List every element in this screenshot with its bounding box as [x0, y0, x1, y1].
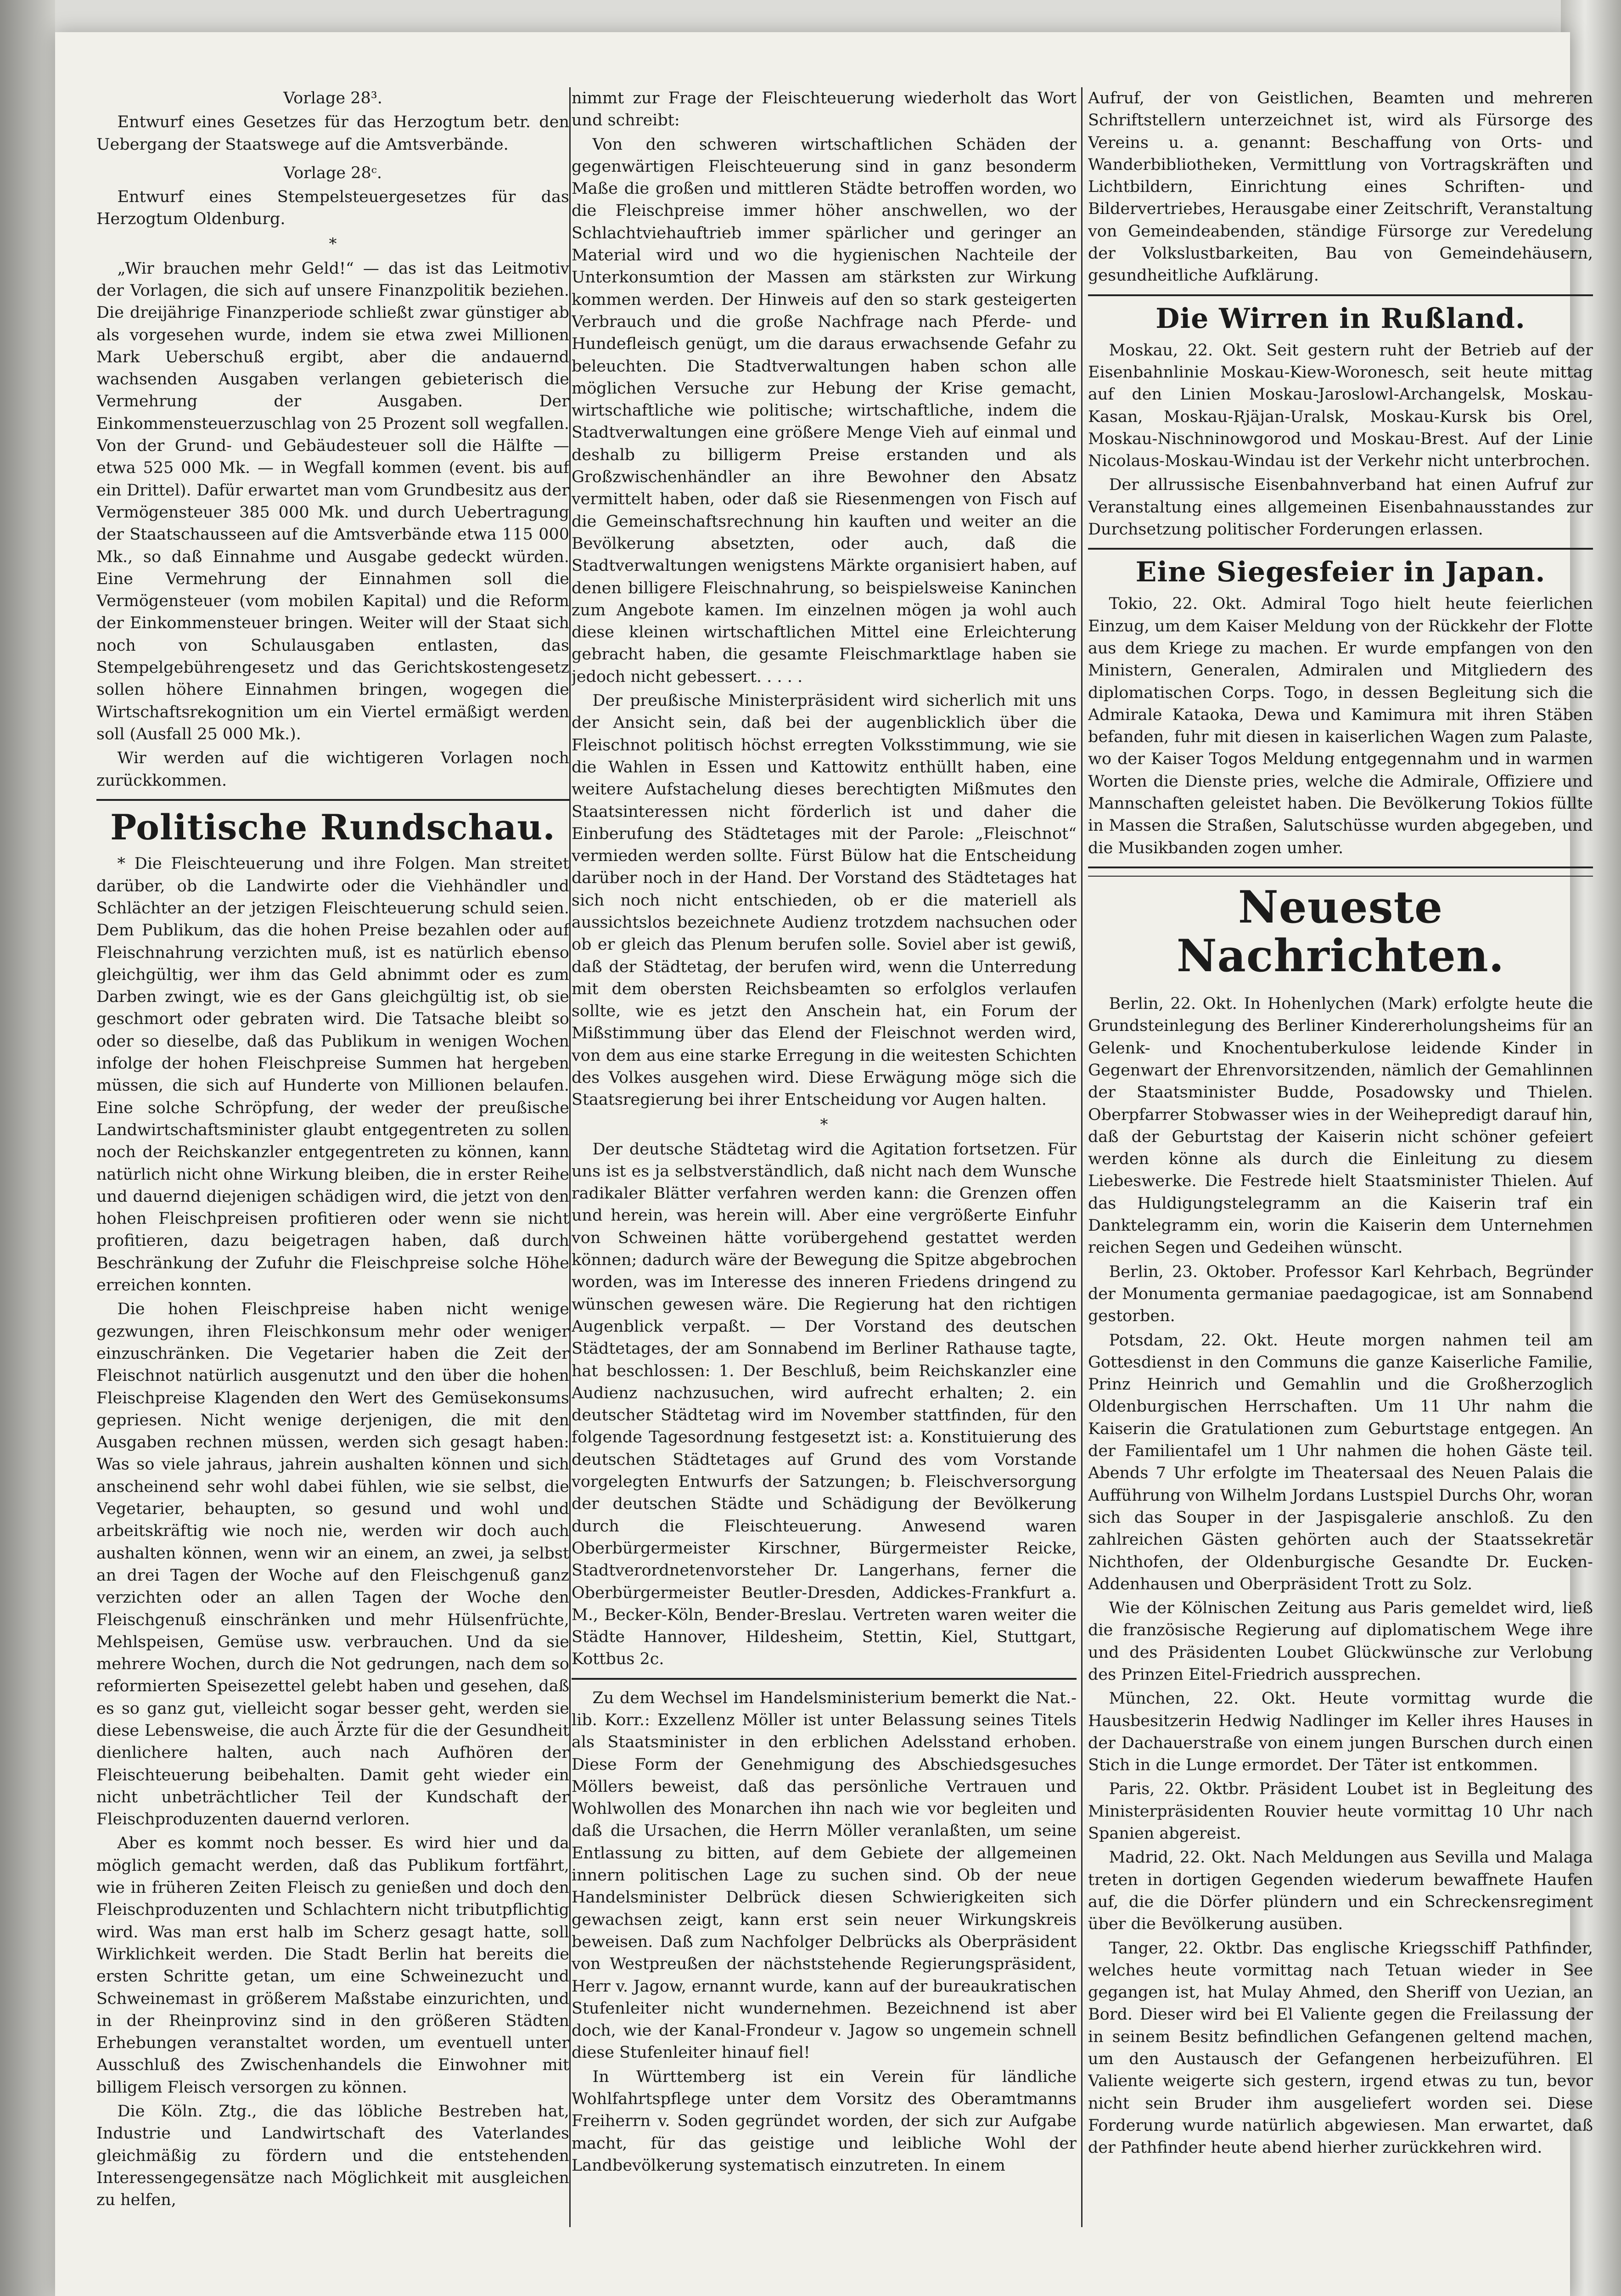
article-paragraph: Moskau, 22. Okt. Seit gestern ruht der Betrieb auf der Eisenbahnlinie Moskau-Kiew-Woronesch, seit heute mittag auf den Linien Moskau-Jaroslowl-Archangelsk, Moskau-Kasan, Moskau-Rjäjan-Uralsk, Moskau-Kursk bis Orel, Moskau-Nischninowgorod und Moskau-Brest. Auf der Linie Nicolaus-Moskau-Windau ist der Verkehr nicht unterbrochen. [1088, 341, 1593, 471]
vorlage-b: Vorlage 28ᶜ. [284, 163, 382, 182]
article-paragraph: Aufruf, der von Geistlichen, Beamten und mehreren Schriftstellern unterzeichnet ist, wird als Fürsorge des Vereins u. a. genannt: Beschaffung von Orts- und Wanderbibliotheken, Vermittlung von Vortragskräften und Lichtbildern, Einrichtung eines Schriften- und Bildervertriebes, Herausgabe einer Zeitschrift, Veranstaltung von Gemeindeabenden, ständige Fürsorge zur Veredelung der Volkslustbarkeiten, Bau von Gemeindehäusern, gesundheitliche Aufklärung. [1088, 89, 1593, 285]
news-item: Paris, 22. Oktbr. Präsident Loubet ist in Begleitung des Ministerpräsidenten Rouvier heute vormittag 10 Uhr nach Spanien abgereist. [1088, 1780, 1593, 1843]
article-paragraph: Zu dem Wechsel im Handelsministerium bemerkt die Nat.-lib. Korr.: Exzellenz Möller ist unter Belassung seines Titels als Staatsminister in den erblichen Adelsstand erhoben. Diese Form der Genehmigung des Abschiedsgesuches Möllers beweist, daß das persönliche Vertrauen und Wohlwollen des Monarchen ihn nach wie vor begleiten und daß die Ursachen, die Herrn Möller veranlaßten, um seine Entlassung zu bitten, auf dem Gebiete der allgemeinen innern politischen Lage zu suchen sind. Ob der neue Handelsminister Delbrück diesen Schwierigkeiten sich gewachsen zeigt, kann erst sein neuer Wirkungskreis beweisen. Daß zum Nachfolger Delbrücks als Oberpräsident von Westpreußen der nächststehende Regierungspräsident, Herr v. Jagow, ernannt wurde, kann auf der bureaukratischen Stufenleiter nicht wundernehmen. Bezeichnend ist aber doch, wie der Kanal-Frondeur v. Jagow so ungemein schnell diese Stufenleiter hinauf fiel! [572, 1688, 1077, 2062]
entwurf-a: Entwurf eines Gesetzes für das Herzogtum betr. den Uebergang der Staatswege auf die Amtsverbände. [96, 113, 569, 154]
section-heading-politische-rundschau: Politische Rundschau. [110, 806, 555, 848]
column-3 [1088, 87, 1593, 2245]
divider [1088, 867, 1593, 868]
geld-paragraph: „Wir brauchen mehr Geld!“ — das ist das Leitmotiv der Vorlagen, die sich auf unsere Finanzpolitik beziehen. Die dreijährige Finanzperiode schließt zwar günstiger ab als vorgesehen wurde, indem sie etwa zwei Millionen Mark Ueberschuß ergibt, aber die andauernd wachsenden Ausgaben verlangen gebieterisch die Vermehrung der Ausgaben. Der Einkommensteuerzuschlag von 25 Prozent soll wegfallen. Von der Grund- und Gebäudesteuer soll die Hälfte — etwa 525 000 Mk. — in Wegfall kommen (event. bis auf ein Drittel). Dafür erwartet man vom Grundbesitz aus der Vermögensteuer 385 000 Mk. und durch Uebertragung der Staatschausseen auf die Amtsverbände etwa 115 000 Mk., so daß Einnahme und Ausgabe gedeckt würden. Eine Vermehrung der Einnahmen soll die Vermögensteuer (vom mobilen Kapital) und die Reform der Einkommensteuer bringen. Weiter will der Staat sich noch von Schulausgaben entlasten, das Stempelgebührengesetz und das Gerichtskostengesetz sollen höhere Einnahmen bringen, wogegen die Wirtschaftsrekognition um ein Viertel ermäßigt werden soll (Ausfall 25 000 Mk.). [96, 259, 569, 743]
column-rule-2 [1081, 87, 1083, 2227]
scan-left-edge [0, 0, 55, 2296]
article-paragraph: Die hohen Fleischpreise haben nicht wenige gezwungen, ihren Fleischkonsum mehr oder weniger einzuschränken. Die Vegetarier haben die Zeit der Fleischnot natürlich ausgenutzt und den über die hohen Fleischpreise Klagenden den Wert des Gemüsekonsums gepriesen. Nicht wenige derjenigen, die mit den Ausgaben rechnen müssen, werden sich gesagt haben: Was so viele jahraus, jahrein aushalten können und sich anscheinend sehr wohl dabei fühlen, wie sie selbst, die Vegetarier, behaupten, so gesund und wohl und arbeitskräftig wie noch nie, werden wir doch auch aushalten können, wenn wir an einem, an zwei, ja selbst an drei Tagen der Woche auf den Fleischgenuß ganz verzichten oder an allen Tagen der Woche den Fleischgenuß einschränken und mehr Hülsenfrüchte, Mehlspeisen, Gemüse usw. verbrauchen. Und da sie mehrere Wochen, durch die Not gedrungen, nach dem so reformierten Speisezettel gelebt haben und gesehen, daß es so ganz gut, vielleicht sogar besser geht, werden sie diese Lebensweise, die auch Ärzte für die der Gesundheit dienlichere halten, auch nach Aufhören der Fleischteuerung beibehalten. Damit geht wieder ein nicht unbeträchtlicher Teil der Kundschaft der Fleischproduzenten dauernd verloren. [96, 1300, 569, 1829]
news-item: München, 22. Okt. Heute vormittag wurde die Hausbesitzerin Hedwig Nadlinger im Keller ihres Hauses in der Dachauerstraße von einem jungen Burschen durch einen Stich in die Lunge ermordet. Der Täter ist entkommen. [1088, 1689, 1593, 1775]
divider [96, 799, 569, 801]
section-heading-japan: Eine Siegesfeier in Japan. [1135, 556, 1546, 589]
column-1 [96, 87, 569, 2245]
article-paragraph: Von den schweren wirtschaftlichen Schäden der gegenwärtigen Fleischteuerung sind in ganz besonderm Maße die großen und mittleren Städte betroffen worden, wo die Fleischpreise immer höher anschwellen, wo der Schlachtviehauftrieb immer spärlicher und geringer an Material wird und wo die hygienischen Nachteile der Unterkonsumtion der Massen am stärksten zur Wirkung kommen werden. Der Hinweis auf den so stark gesteigerten Verbrauch und die große Nachfrage nach Pferde- und Hundefleisch genügt, um die daraus erwachsende Gefahr zu beleuchten. Die Stadtverwaltungen haben schon alle möglichen Versuche zur Hebung der Krise gemacht, wirtschaftliche wie politische; wirtschaftliche, indem die Stadtverwaltungen eine größere Menge Vieh auf einmal und deshalb zu billigerm Preise erstanden und als Großzwischenhändler an ihre Bewohner den Absatz vermittelt haben, oder daß sie Riesenmengen von Fisch auf die Gemeinschaftsrechnung hin kauften und weiter an die Bevölkerung absetzten, oder auch, daß die Stadtverwaltungen wenigstens Märkte organisiert haben, auf denen billigere Fleischnahrung, so beispielsweise Kaninchen zum Angebote kamen. Im einzelnen mögen ja wohl auch diese kleinen wirtschaftlichen Mittel eine Erleichterung gebracht haben, die gesamte Fleischmarktlage haben sie jedoch nicht gebessert. . . . . [572, 135, 1077, 686]
entwurf-b: Entwurf eines Stempelsteuergesetzes für das Herzogtum Oldenburg. [96, 188, 569, 229]
news-item: Madrid, 22. Okt. Nach Meldungen aus Sevilla und Malaga treten in dortigen Gegenden wiederum bewaffnete Haufen auf, die die Dörfer plündern und ein Schreckensregiment über die Bevölkerung ausüben. [1088, 1848, 1593, 1934]
divider [572, 1678, 1077, 1680]
vorlagen-paragraph: Wir werden auf die wichtigeren Vorlagen noch zurückkommen. [96, 749, 569, 790]
divider-thin [1088, 876, 1593, 877]
section-heading-neueste-nachrichten: Neueste Nachrichten. [1176, 881, 1505, 982]
article-paragraph: Der preußische Ministerpräsident wird sicherlich mit uns der Ansicht sein, daß bei der augenblicklich über die Fleischnot politisch höchst erregten Volksstimmung, wie sie die Wahlen in Essen und Kattowitz enthüllt haben, eine weitere Aufstachelung dieses berechtigten Mißmutes den Staatsinteressen nicht förderlich ist und daher die Einberufung des Städtetages mit der Parole: „Fleischnot“ vermieden werden sollte. Fürst Bülow hat die Entscheidung darüber noch in der Hand. Der Vorstand des Städtetages hat sich noch nicht entschieden, ob er die materiell als aussichtslos bezeichnete Audienz trotzdem nachsuchen oder ob er gleich das Plenum berufen solle. Soviel aber ist gewiß, daß der Städtetag, der berufen wird, wenn die Unterredung mit dem obersten Reichsbeamten so erfolglos verlaufen sollte, wie es jetzt den Anschein hat, ein Forum der Mißstimmung über das Elend der Fleischnot werden wird, von dem aus eine starke Erregung in die weitesten Schichten des Volkes ausgehen wird. Diese Erwägung möge sich die Staatsregierung bei ihrer Entscheidung vor Augen halten. [572, 692, 1077, 1109]
divider [1088, 548, 1593, 550]
article-paragraph: nimmt zur Frage der Fleischteuerung wiederholt das Wort und schreibt: [572, 89, 1077, 130]
article-paragraph: In Württemberg ist ein Verein für ländliche Wohlfahrtspflege unter dem Vorsitz des Oberamtmanns Freiherrn v. Soden gegründet worden, der sich zur Aufgabe macht, für das geistige und leibliche Wohl der Landbevölkerung systematisch einzutreten. In einem [572, 2067, 1077, 2175]
section-heading-russland: Die Wirren in Rußland. [1155, 302, 1526, 335]
separator-star: * [820, 1115, 828, 1134]
article-paragraph: Aber es kommt noch besser. Es wird hier und da möglich gemacht werden, daß das Publikum fortfährt, wie in früheren Zeiten Fleisch zu genießen und doch den Fleischproduzenten und Schlachtern nicht tributpflichtig wird. Was man erst halb im Scherz gesagt hatte, soll Wirklichkeit werden. Die Stadt Berlin hat bereits die ersten Schritte getan, um eine Schweinezucht und Schweinemast in größerem Maßstabe einzurichten, und in der Rheinprovinz sind in den größeren Städten Erhebungen veranstaltet worden, um eventuell unter Ausschluß des Zwischenhandels die Einwohner mit billigem Fleisch versorgen zu können. [96, 1834, 569, 2097]
news-item: Berlin, 22. Okt. In Hohenlychen (Mark) erfolgte heute die Grundsteinlegung des Berliner Kindererholungsheims für an Gelenk- und Knochentuberkulose leidende Kinder in Gegenwart der Ehrenvorsitzenden, nämlich der Gemahlinnen der Staatsminister Budde, Posadowsky und Thielen. Oberpfarrer Stobwasser wies in der Weihepredigt darauf hin, daß der Geburtstag der Kaiserin nicht schöner gefeiert werden könne als durch die Einleitung zu diesem Liebeswerke. Die Festrede hielt Staatsminister Thielen. Auf das Huldigungstelegramm an die Kaiserin traf ein Danktelegramm ein, worin die Kaiserin dem Unternehmen reichen Segen und Gedeihen wünscht. [1088, 995, 1593, 1257]
separator-star: * [329, 234, 337, 253]
column-rule-1 [569, 87, 571, 2227]
article-paragraph: Tokio, 22. Okt. Admiral Togo hielt heute feierlichen Einzug, um dem Kaiser Meldung von der Rückkehr der Flotte aus dem Kriege zu machen. Er wurde empfangen von den Ministern, Generalen, Admiralen und Mitgliedern des diplomatischen Corps. Togo, in dessen Begleitung sich die Admirale Kataoka, Dewa und Kamimura mit ihren Stäben befanden, fuhr mit diesen in kaiserlichen Wagen zum Palaste, wo der Kaiser Togos Meldung entgegennahm und in warmen Worten die Dienste pries, welche die Admirale, Offiziere und Mannschaften geleistet haben. Die Bevölkerung Tokios füllte in Massen die Straßen, Salutschüsse wurden abgegeben, und die Musikbanden zogen umher. [1088, 595, 1593, 857]
article-paragraph: Die Köln. Ztg., die das löbliche Bestreben hat, Industrie und Landwirtschaft des Vaterlandes gleichmäßig zu fördern und die entstehenden Interessengegensätze nach Möglichkeit mit ausgleichen zu helfen, [96, 2102, 569, 2210]
article-paragraph: Der deutsche Städtetag wird die Agitation fortsetzen. Für uns ist es ja selbstverständlich, daß nicht nach dem Wunsche radikaler Blätter verfahren werden kann: die Grenzen offen und herein, was herein will. Aber eine vergrößerte Einfuhr von Schweinen hätte vorübergehend gestattet werden können; dadurch wäre der Bewegung die Spitze abgebrochen worden, was im Interesse des inneren Friedens dringend zu wünschen gewesen wäre. Die Regierung hat den richtigen Augenblick verpaßt. — Der Vorstand des deutschen Städtetages, der am Sonnabend im Berliner Rathause tagte, hat beschlossen: 1. Der Beschluß, beim Reichskanzler eine Audienz nachzusuchen, wird aufrecht erhalten; 2. ein deutscher Städtetag wird im November stattfinden, für den folgende Tagesordnung festgesetzt ist: a. Konstituierung des deutschen Städtetages auf Grund des vom Vorstande vorgelegten Entwurfs der Satzungen; b. Fleischversorgung der deutschen Städte und Schädigung der Bevölkerung durch die Fleischteuerung. Anwesend waren Oberbürgermeister Kirschner, Bürgermeister Reicke, Stadtverordnetenvorsteher Dr. Langerhans, ferner die Oberbürgermeister Beutler-Dresden, Addickes-Frankfurt a. M., Becker-Köln, Bender-Breslau. Vertreten waren weiter die Städte Hannover, Hildesheim, Stettin, Kiel, Stuttgart, Kottbus 2c. [572, 1140, 1077, 1669]
article-paragraph: Der allrussische Eisenbahnverband hat einen Aufruf zur Veranstaltung eines allgemeinen Eisenbahnausstandes zur Durchsetzung politischer Forderungen erlassen. [1088, 476, 1593, 539]
column-2 [572, 87, 1077, 2245]
divider [1088, 294, 1593, 296]
news-item: Tanger, 22. Oktbr. Das englische Kriegsschiff Pathfinder, welches heute vormittag nach Tetuan wieder in See gegangen ist, hat Mulay Ahmed, den Sheriff von Uezian, an Bord. Dieser wird bei El Valiente gegen die Freilassung der in seinem Besitz befindlichen Gefangenen geltend machen, um den Austausch der Gefangenen herbeizuführen. El Valiente weigerte sich gestern, irgend etwas zu tun, bevor nicht sein Bruder ihm ausgeliefert worden sei. Diese Forderung wurde natürlich abgewiesen. Man erwartet, daß der Pathfinder heute abend hierher zurückkehren wird. [1088, 1939, 1593, 2157]
news-item: Wie der Kölnischen Zeitung aus Paris gemeldet wird, ließ die französische Regierung auf diplomatischem Wege ihre und des Präsidenten Loubet Glückwünsche zur Verlobung des Prinzen Eitel-Friedrich aussprechen. [1088, 1599, 1593, 1684]
vorlage-a: Vorlage 28³. [283, 89, 382, 107]
news-item: Potsdam, 22. Okt. Heute morgen nahmen teil am Gottesdienst in den Communs die ganze Kaiserliche Familie, Prinz Heinrich und Gemahlin und die Großherzoglich Oldenburgischen Herrschaften. Um 11 Uhr nahm die Kaiserin die Gratulationen zum Geburtstage entgegen. An der Familientafel um 1 Uhr nahmen die hohen Gäste teil. Abends 7 Uhr erfolgte im Theatersaal des Neuen Palais die Aufführung von Wilhelm Jordans Lustspiel Durchs Ohr, woran sich das Souper in der Jaspisgalerie anschloß. Zu den zahlreichen Gästen gehörten auch der Staatssekretär Nichthofen, der Oldenburgische Gesandte Dr. Eucken-Addenhausen und Oberpräsident Trott zu Solz. [1088, 1331, 1593, 1593]
news-item: Berlin, 23. Oktober. Professor Karl Kehrbach, Begründer der Monumenta germaniae paedagogicae, ist am Sonnabend gestorben. [1088, 1262, 1593, 1326]
article-paragraph: * Die Fleischteuerung und ihre Folgen. Man streitet darüber, ob die Landwirte oder die Viehhändler und Schlächter an der jetzigen Fleischteuerung schuld seien. Dem Publikum, das die hohen Preise bezahlen oder auf Fleischnahrung verzichten muß, ist es natürlich ebenso gleichgültig, wer ihm das Geld abnimmt oder es zum Darben zwingt, wie es der Gans gleichgültig ist, ob sie geschmort oder gebraten wird. Die Tatsache bleibt so oder so dieselbe, daß das Publikum in wenigen Wochen infolge der hohen Fleischpreise Summen hat hergeben müssen, die sich auf Hunderte von Millionen belaufen. Eine solche Schröpfung, der weder der preußische Landwirtschaftsminister glaubt entgegentreten zu sollen noch der Reichskanzler entgegentreten zu können, kann natürlich nicht ohne Wirkung bleiben, die in erster Reihe und dauernd diejenigen schädigen wird, die jetzt von den hohen Fleischpreisen profitieren oder wenn sie nicht profitieren, dazu beigetragen haben, daß durch Beschränkung der Zufuhr die Fleischpreise solche Höhe erreichen konnten. [96, 855, 569, 1295]
